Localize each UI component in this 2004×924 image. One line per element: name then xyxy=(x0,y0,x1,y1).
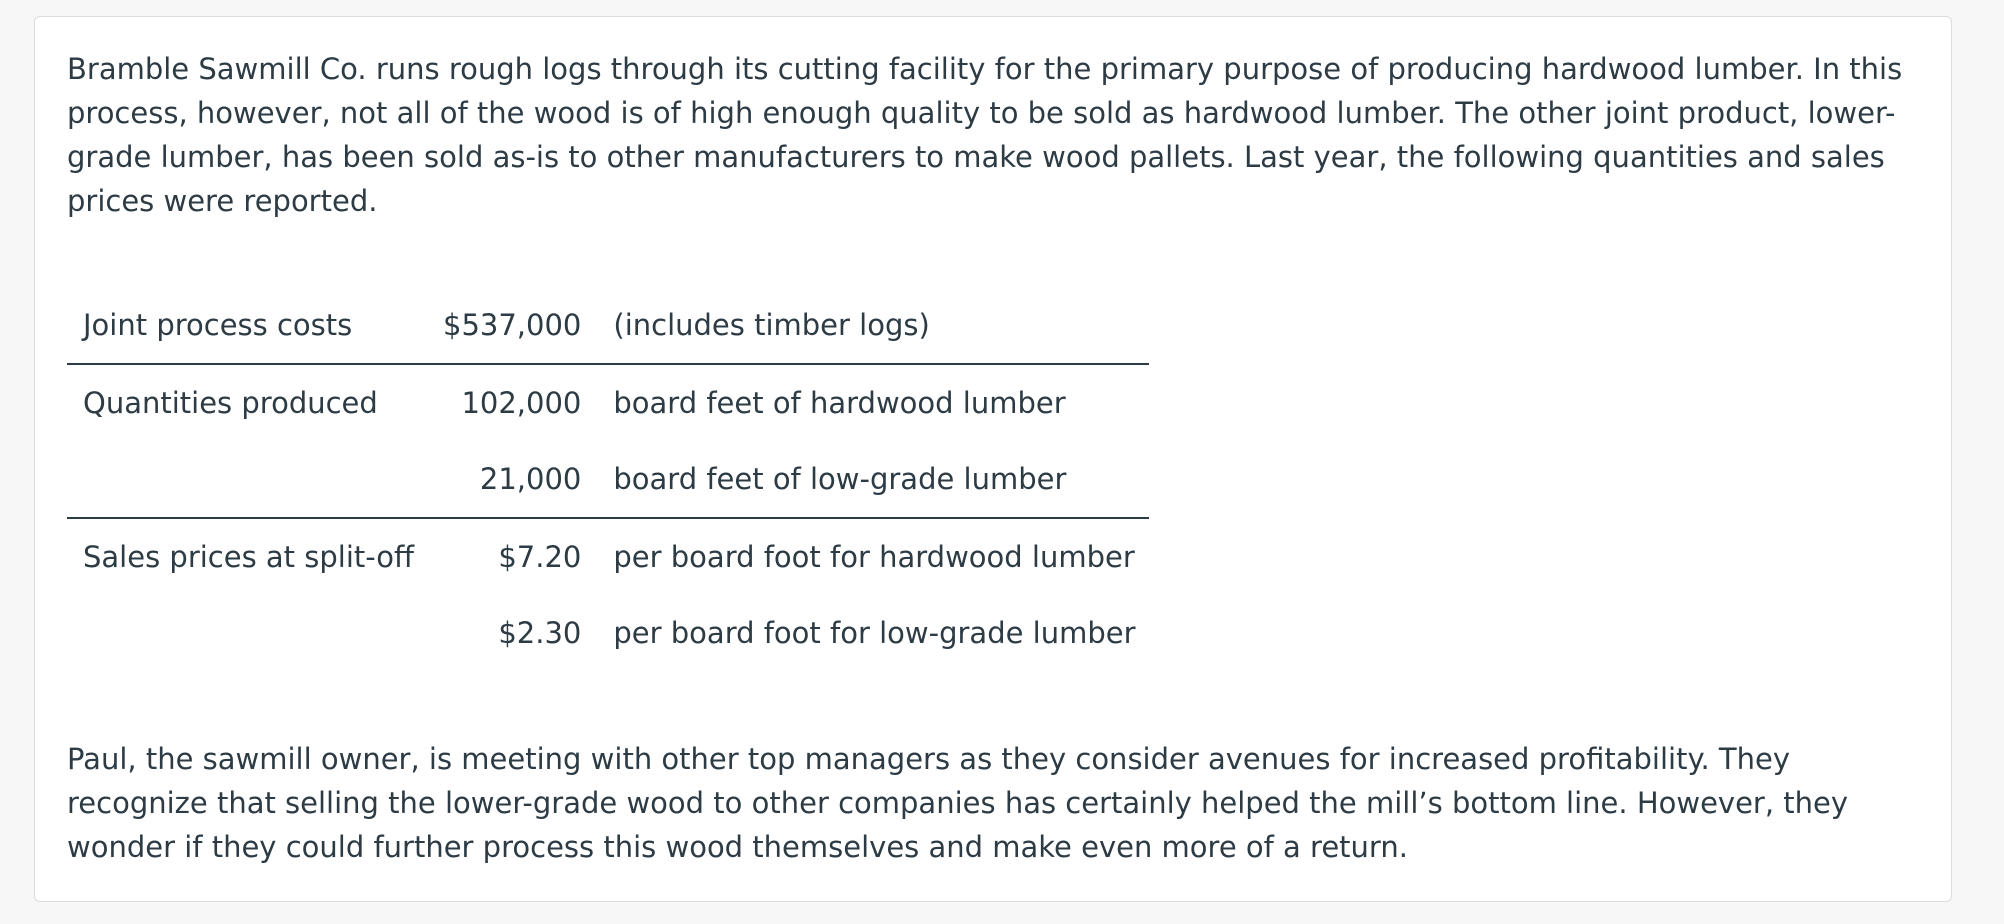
cost-data-table xyxy=(67,287,1149,671)
row-label: Joint process costs xyxy=(67,287,443,364)
row-amount: $2.30 xyxy=(498,616,582,650)
closing-paragraph: Paul, the sawmill owner, is meeting with other top managers as they consider avenues for increased profitability. They recognize that selling the lower-grade wood to other companies has certainly helped the mill’s bottom line. However, they wonder if they could further process this wood themselves and make even more of a return. xyxy=(67,742,1849,864)
intro-paragraph: Bramble Sawmill Co. runs rough logs through its cutting facility for the primary purpose of producing hardwood lumber. In this process, however, not all of the wood is of high enough quality to be sold as hardwood lumber. The other joint product, lower-grade lumber, has been sold as-is to other manufacturers to make wood pallets. Last year, the following quantities and sales prices were reported. xyxy=(67,52,1903,218)
row-description: per board foot for hardwood lumber xyxy=(613,540,1135,574)
row-amount: $7.20 xyxy=(498,540,582,574)
row-label xyxy=(67,441,443,518)
row-label: Sales prices at split-off xyxy=(83,540,414,574)
row-description: board feet of low-grade lumber xyxy=(581,441,1149,518)
row-label xyxy=(67,595,443,671)
row-amount: 21,000 xyxy=(443,441,581,518)
row-amount: 102,000 xyxy=(461,386,582,420)
table-row xyxy=(67,364,1149,441)
table-row xyxy=(67,518,1149,595)
row-amount: $537,000 xyxy=(443,287,581,364)
question-card xyxy=(34,16,1952,902)
table-row xyxy=(67,441,1149,518)
table-row xyxy=(67,287,1149,364)
table-row xyxy=(67,595,1149,671)
row-description: (includes timber logs) xyxy=(581,287,1149,364)
row-label: Quantities produced xyxy=(83,386,378,420)
row-description: per board foot for low-grade lumber xyxy=(613,616,1136,650)
row-description: board feet of hardwood lumber xyxy=(613,386,1066,420)
